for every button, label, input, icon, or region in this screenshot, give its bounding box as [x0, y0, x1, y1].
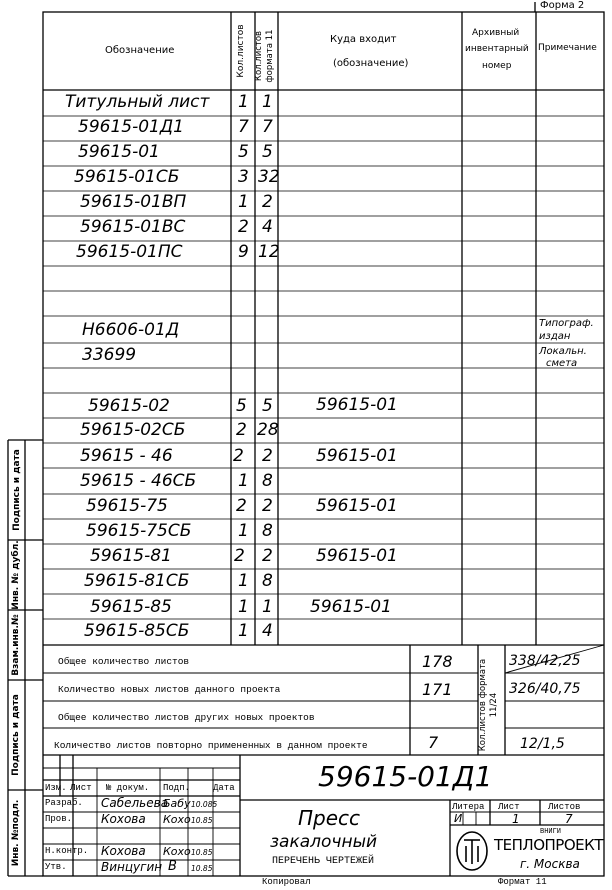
tb-h-list: Лист [498, 802, 520, 812]
tb-org-name: ТЕПЛОПРОЕКТ [494, 836, 603, 854]
total-label: Общее количество листов [58, 656, 190, 667]
header-archive-3: номер [482, 61, 512, 71]
row-sheets: 5 [238, 142, 249, 162]
tb-h-change: Изм. [45, 783, 67, 793]
side-dup-inv: Инв. № дубл. [11, 540, 21, 610]
row-designation: 59615-01СБ [74, 167, 180, 187]
totals-a4-header: Кол.листов формата 11/24 [478, 658, 499, 752]
tb-h-docnum: № докум. [106, 783, 150, 793]
note-estimate: Локальн. [539, 346, 587, 357]
tb-h-sign: Подп. [163, 783, 191, 793]
row-sheets-a4: 2 [262, 192, 273, 212]
tb-name-norm-control: Кохова [101, 844, 146, 858]
footer-format: Формат 11 [498, 877, 547, 887]
row-sheets: 1 [238, 621, 249, 641]
tb-sign-checker: Кохо [163, 813, 191, 826]
footer-copied: Копировал [262, 877, 311, 887]
reused-a4: 12/1,5 [520, 736, 565, 752]
row-designation: 59615-01ПС [76, 242, 183, 262]
row-sheets-a4: 8 [262, 471, 273, 491]
tb-role-developer: Разраб. [45, 798, 83, 808]
row-sheets-a4: 2 [262, 446, 273, 466]
row-sheets: 1 [238, 571, 249, 591]
tb-date-checker: 10.85 [191, 816, 213, 825]
header-designation: Обозначение [105, 45, 175, 56]
row-sheets-a4: 2 [262, 546, 273, 566]
row-sheets-a4: 8 [262, 571, 273, 591]
tb-title-line3: ПЕРЕЧЕНЬ ЧЕРТЕЖЕЙ [272, 856, 375, 867]
header-sheets-a4: Кол.листов формата 11 [254, 29, 275, 83]
row-sheets-a4: 32 [258, 167, 280, 187]
row-sheets: 2 [234, 546, 245, 566]
row-designation: 59615-02 [88, 396, 170, 416]
row-sheets: 2 [236, 420, 247, 440]
row-where-used: 59615-01 [316, 446, 398, 466]
row-sheets: 1 [238, 521, 249, 541]
row-designation: 59615-01 [78, 142, 160, 162]
teploproekt-logo [457, 832, 487, 870]
row-sheets: 2 [233, 446, 244, 466]
side-inv-orig: Инв. №подл. [11, 799, 21, 867]
row-where-used: 59615-01 [310, 597, 392, 617]
row-designation: 59615-85 [90, 597, 172, 617]
row-sheets-a4: 7 [262, 117, 273, 137]
tb-role-norm-control: Н.контр. [45, 846, 89, 856]
row-designation: 59615-01Д1 [78, 117, 184, 137]
new-a4: 326/40,75 [509, 681, 581, 697]
row-designation: Н6606-01Д [82, 320, 180, 340]
doc-number: 59615-01Д1 [318, 760, 493, 793]
row-designation: 33699 [82, 345, 137, 365]
tb-listov-value: 7 [565, 812, 573, 826]
side-sign-date-2: Подпись и дата [11, 694, 21, 776]
form-label: Форма 2 [540, 0, 585, 11]
row-designation: 59615-75СБ [86, 521, 192, 541]
row-where-used: 59615-01 [316, 496, 398, 516]
total-a4: 338/42,25 [509, 653, 581, 669]
header-sheets: Кол.листов [236, 24, 246, 78]
reused-label: Количество листов повторно примененных в данном проекте [54, 740, 368, 751]
note-estimate-2: смета [546, 358, 578, 369]
header-where-used: Куда входит [330, 34, 397, 45]
row-sheets: 1 [238, 192, 249, 212]
row-sheets-a4: 8 [262, 521, 273, 541]
row-sheets: 2 [238, 217, 249, 237]
row-designation: 59615-01ВП [80, 192, 187, 212]
tb-name-checker: Кохова [101, 812, 146, 826]
row-sheets-a4: 5 [262, 396, 273, 416]
tb-h-litera: Литера [452, 802, 485, 812]
header-where-used-sub: (обозначение) [333, 58, 409, 69]
tb-h-sheet: Лист [70, 783, 92, 793]
side-repl-inv: Взам.инв.№ [11, 614, 21, 676]
tb-h-listov: Листов [548, 802, 581, 812]
tb-org-small: ВНИГИ [540, 828, 562, 836]
tb-sign-developer: Бабу [163, 797, 191, 810]
row-sheets: 1 [238, 471, 249, 491]
row-designation: 59615-75 [86, 496, 168, 516]
tb-name-approver: Винцугин [101, 860, 163, 874]
row-designation: 59615 - 46СБ [80, 471, 197, 491]
row-sheets: 1 [238, 92, 249, 112]
tb-list-value: 1 [512, 812, 520, 826]
row-designation: 59615-81 [90, 546, 172, 566]
row-designation: 59615-02СБ [80, 420, 186, 440]
tb-org-city: г. Москва [520, 857, 580, 871]
row-sheets-a4: 12 [258, 242, 280, 262]
row-designation: 59615-81СБ [84, 571, 190, 591]
row-designation: 59615-85СБ [84, 621, 190, 641]
tb-date-norm-control: 10.85 [191, 848, 213, 857]
row-sheets-a4: 5 [262, 142, 273, 162]
row-sheets-a4: 1 [262, 597, 273, 617]
row-sheets: 3 [238, 167, 249, 187]
row-where-used: 59615-01 [316, 395, 398, 415]
tb-sign-norm-control: Кохо [163, 845, 191, 858]
tb-title-line1: Пресс [298, 806, 361, 830]
tb-sign-approver: В [168, 859, 177, 874]
row-sheets-a4: 2 [262, 496, 273, 516]
row-designation: 59615-01ВС [80, 217, 186, 237]
total-value: 178 [422, 652, 453, 671]
row-designation: Титульный лист [65, 92, 210, 112]
note-typography: Типограф. [539, 318, 594, 329]
tb-role-approver: Утв. [45, 862, 67, 872]
row-sheets-a4: 4 [262, 217, 273, 237]
tb-date-approver: 10.85 [191, 864, 213, 873]
side-sign-date-1: Подпись и дата [12, 449, 22, 531]
header-archive-1: Архивный [472, 28, 520, 38]
tb-title-line2: закалочный [270, 832, 378, 852]
row-sheets-a4: 4 [262, 621, 273, 641]
reused-value: 7 [428, 733, 439, 752]
row-sheets-a4: 1 [262, 92, 273, 112]
row-sheets-a4: 28 [257, 420, 279, 440]
row-sheets: 5 [236, 396, 247, 416]
row-sheets: 1 [238, 597, 249, 617]
note-typography-2: издан [539, 331, 571, 342]
tb-date-developer: 10.085 [191, 800, 218, 809]
header-archive-2: инвентарный [465, 44, 529, 54]
row-where-used: 59615-01 [316, 546, 398, 566]
tb-role-checker: Пров. [45, 814, 73, 824]
header-notes: Примечание [538, 43, 597, 53]
row-sheets: 7 [238, 117, 249, 137]
new-value: 171 [422, 680, 453, 699]
new-label: Количество новых листов данного проекта [58, 684, 281, 695]
tb-litera-value: И [454, 812, 463, 825]
row-sheets: 9 [238, 242, 249, 262]
other-label: Общее количество листов других новых проектов [58, 712, 315, 723]
tb-name-developer: Сабельева [101, 796, 169, 810]
row-designation: 59615 - 46 [80, 446, 173, 466]
tb-h-date: Дата [213, 783, 235, 793]
row-sheets: 2 [236, 496, 247, 516]
